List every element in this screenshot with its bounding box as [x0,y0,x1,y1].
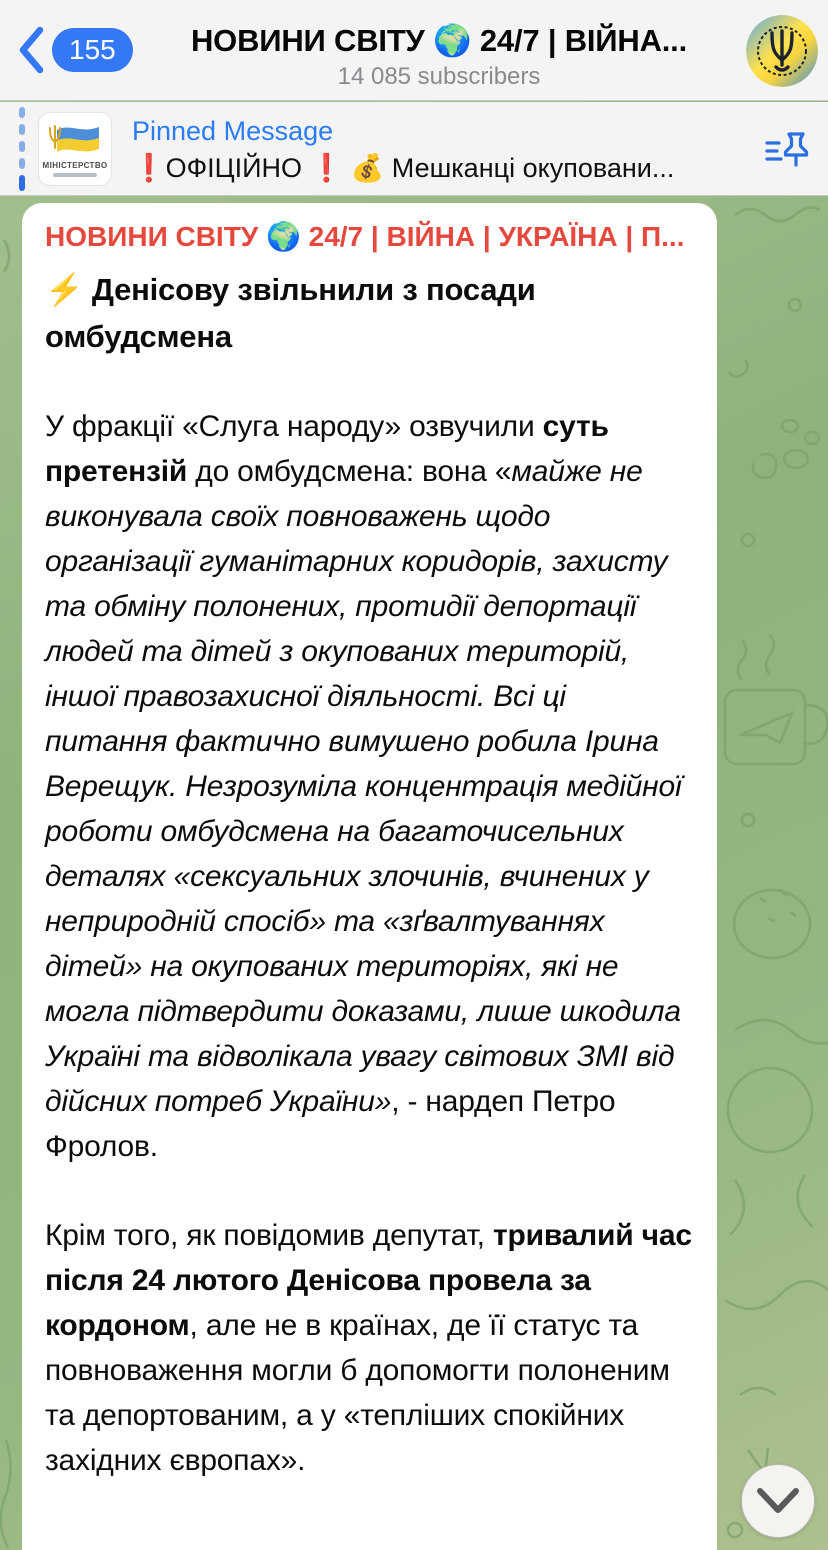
channel-avatar[interactable] [746,15,818,87]
thumbnail-label: МІНІСТЕРСТВО [42,160,108,170]
text-run: 💰 [343,153,392,183]
unread-count-badge[interactable]: 155 [52,28,133,72]
text-run: ❗️ [302,153,344,183]
text-run: ⚡️ [45,272,84,307]
pin-indicator-segment-active [19,175,25,191]
pinned-message-thumbnail[interactable] [38,112,112,186]
text-run: У фракції «Слуга народу» озвучили [45,410,543,443]
message-paragraph [45,1213,694,1483]
text-run: суть претензій [45,410,609,488]
back-chevron-icon [18,26,44,74]
text-run: тривалий час після 24 лютого Денісова провела за кордоном [45,1219,692,1342]
subscriber-count: 14 085 subscribers [337,63,541,90]
pin-indicator-segment [19,141,25,152]
message-body [45,404,694,1483]
ministry-flag-image [47,122,103,158]
text-run: , але не в країнах, де її статус та повноваження могли б допомогти полоненим та депортованим, а у «тепліших спокійних західних європах». [45,1309,670,1477]
pin-indicator-segment [19,124,25,135]
text-run: Мешканці окуповани... [391,153,675,183]
text-run: до омбудсмена: вона « [187,455,512,488]
pinned-position-indicator [19,107,25,191]
text-run: Крім того, як повідомив депутат, [45,1219,493,1252]
text-run: , - нардеп Петро Фролов. [45,1085,616,1163]
pinned-message-texts [132,113,738,187]
chevron-down-icon [756,1486,800,1516]
message-channel-name[interactable]: НОВИНИ СВІТУ 🌍 24/7 | ВІЙНА | УКРАЇНА | П... [45,221,685,252]
pin-indicator-segment [19,158,25,169]
text-run: майже не виконувала своїх повноважень щодо організації гуманітарних коридорів, захисту та обміну полонених, протидії депортації людей та дітей з окупованих територій, іншої правозахисної діяльності. Всі ці питання фактично вимушено робила Ірина Верещук. Незрозуміла концентрація медійної роботи омбудсмена на багаточисельних деталях «сексуальних злочинів, вчинених у неприродній спосіб» та «зґвалтуваннях дітей» на окупованих територіях, які не могла підтвердити доказами, лише шкодила Україні та відволікала увагу світових ЗМІ від дійсних потреб України» [45,455,682,1118]
thumbnail-subtext-line [53,173,97,177]
scroll-to-bottom-button[interactable] [741,1464,815,1538]
text-run: ОФІЦІЙНО [165,153,303,183]
channel-message-bubble [22,203,717,1550]
chat-header [0,0,828,101]
ukraine-trident-emblem [746,15,818,87]
pinned-message-bar[interactable] [0,102,828,196]
text-run: Денісову звільнили з посади омбудсмена [45,272,536,354]
message-paragraph [45,404,694,1169]
pinned-message-label: Pinned Message [132,116,334,146]
text-run: ❗️ [132,153,166,183]
pinned-message-preview [132,149,738,187]
channel-title[interactable]: НОВИНИ СВІТУ 🌍 24/7 | ВІЙНА... [190,23,687,58]
pinned-list-icon[interactable] [764,127,810,173]
message-headline [45,266,694,360]
pin-indicator-segment [19,107,25,118]
back-button[interactable] [18,26,133,74]
